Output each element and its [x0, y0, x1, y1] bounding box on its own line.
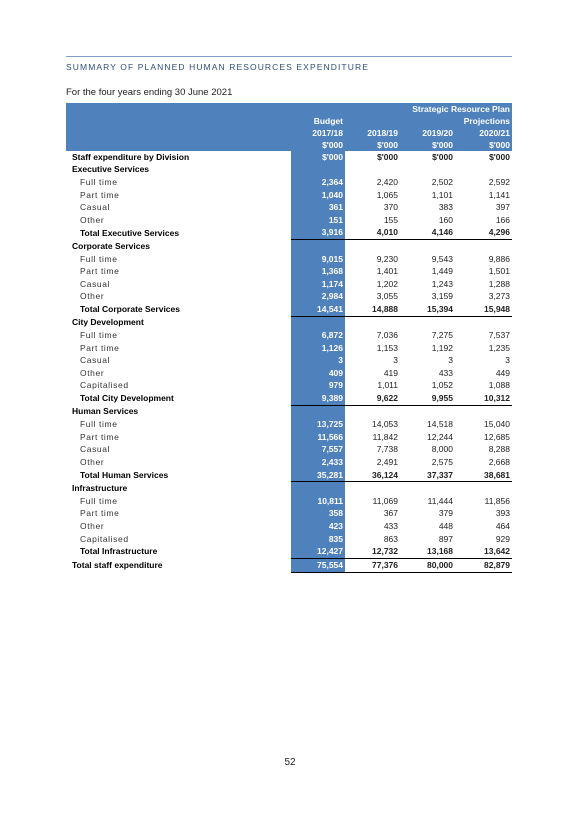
line-item-row-label: Full time	[80, 495, 118, 506]
projection-cell	[345, 164, 400, 177]
projection-cell: 3,055	[376, 291, 398, 302]
projection-cell: 2,420	[376, 176, 398, 187]
section-total-row-label: Total Infrastructure	[80, 546, 158, 557]
header-unit: $'000	[291, 139, 345, 151]
projection-cell: 2,592	[488, 176, 510, 187]
projection-cell: 9,230	[376, 253, 398, 264]
projection-cell: 449	[495, 367, 510, 378]
projection-cell: 8,000	[431, 444, 453, 455]
units-cell: $'000	[291, 151, 345, 164]
budget-cell: 9,015	[291, 253, 345, 266]
header-year: 2019/20	[400, 127, 455, 139]
projection-cell: 383	[438, 202, 453, 213]
units-cell: $'000	[489, 151, 510, 162]
section-heading-row-label: Corporate Services	[72, 240, 150, 251]
projection-cell	[345, 482, 400, 495]
section-total-row	[66, 303, 512, 316]
projection-cell: 4,296	[455, 227, 512, 240]
budget-cell	[291, 405, 345, 418]
units-row-label: Staff expenditure by Division	[72, 151, 190, 162]
header-row-years	[66, 127, 512, 139]
section-total-row-label: Total Corporate Services	[80, 304, 180, 315]
section-heading-row	[66, 164, 512, 177]
projection-cell: 9,886	[488, 253, 510, 264]
projection-cell: 9,622	[345, 392, 400, 405]
document-title: SUMMARY OF PLANNED HUMAN RESOURCES EXPENDITURE	[66, 56, 512, 76]
projection-cell: 448	[438, 521, 453, 532]
line-item-row-label: Part time	[80, 508, 120, 519]
units-cell: $'000	[432, 151, 453, 162]
projection-cell: 419	[383, 367, 398, 378]
budget-cell: 358	[291, 508, 345, 521]
projection-cell: 3	[505, 355, 510, 366]
projection-cell: 2,502	[431, 176, 453, 187]
budget-cell	[291, 482, 345, 495]
line-item-row-label: Full time	[80, 176, 118, 187]
projection-cell: 4,010	[345, 227, 400, 240]
budget-cell: 409	[291, 367, 345, 380]
section-heading-row	[66, 405, 512, 418]
header-year: 2020/21	[455, 127, 512, 139]
units-cell: $'000	[377, 151, 398, 162]
budget-cell: 13,725	[291, 418, 345, 431]
grand-total-row	[66, 559, 512, 573]
projection-cell: 1,101	[431, 189, 453, 200]
header-blank	[66, 115, 291, 127]
projection-cell	[455, 482, 512, 495]
projection-cell: 1,288	[488, 278, 510, 289]
section-total-row-label: Total Human Services	[80, 469, 169, 480]
budget-cell: 3,916	[291, 227, 345, 240]
projection-cell: 1,449	[431, 266, 453, 277]
projection-cell: 2,575	[431, 457, 453, 468]
projection-cell: 38,681	[455, 469, 512, 482]
section-heading-row-label: City Development	[72, 317, 144, 328]
projection-cell: 9,955	[400, 392, 455, 405]
header-row-units	[66, 139, 512, 151]
line-item-row	[66, 329, 512, 342]
section-total-row	[66, 227, 512, 240]
budget-cell: 1,174	[291, 278, 345, 291]
line-item-row	[66, 367, 512, 380]
projection-cell: 15,040	[484, 419, 510, 430]
projection-cell: 367	[383, 508, 398, 519]
section-heading-row-label: Human Services	[72, 406, 139, 417]
projection-cell	[455, 240, 512, 253]
section-heading-row-label: Infrastructure	[72, 482, 128, 493]
line-item-row	[66, 265, 512, 278]
projection-cell: 10,312	[455, 392, 512, 405]
projection-cell: 1,141	[488, 189, 510, 200]
projection-cell: 11,842	[372, 431, 398, 442]
line-item-row-label: Casual	[80, 202, 111, 213]
line-item-row-label: Other	[80, 367, 105, 378]
projection-cell: 7,036	[376, 330, 398, 341]
projection-cell: 7,275	[431, 330, 453, 341]
budget-cell: 361	[291, 201, 345, 214]
projection-cell: 7,537	[488, 330, 510, 341]
projection-cell: 1,401	[376, 266, 398, 277]
projection-cell: 393	[495, 508, 510, 519]
header-unit: $'000	[455, 139, 512, 151]
hr-expenditure-table	[66, 103, 512, 573]
line-item-row	[66, 189, 512, 202]
budget-cell: 10,811	[291, 495, 345, 508]
budget-cell: 75,554	[291, 559, 345, 573]
projection-cell: 3,159	[431, 291, 453, 302]
line-item-row	[66, 431, 512, 444]
projection-cell	[345, 316, 400, 329]
line-item-row-label: Part time	[80, 431, 120, 442]
section-total-row	[66, 469, 512, 482]
budget-cell: 2,433	[291, 456, 345, 469]
budget-cell: 14,541	[291, 303, 345, 316]
header-blank	[66, 127, 291, 139]
projection-cell: 1,235	[488, 342, 510, 353]
projection-cell: 1,202	[376, 278, 398, 289]
line-item-row	[66, 342, 512, 355]
header-unit: $'000	[345, 139, 400, 151]
budget-cell: 12,427	[291, 545, 345, 558]
projection-cell: 13,642	[455, 545, 512, 558]
header-blank	[66, 139, 291, 151]
header-year: 2018/19	[345, 127, 400, 139]
header-budget-label: Budget	[291, 115, 345, 127]
projection-cell: 1,153	[376, 342, 398, 353]
projection-cell: 80,000	[400, 559, 455, 573]
line-item-row-label: Other	[80, 291, 105, 302]
projection-cell: 433	[438, 367, 453, 378]
projection-cell: 2,491	[376, 457, 398, 468]
line-item-row	[66, 253, 512, 266]
page-number: 52	[284, 757, 296, 768]
line-item-row-label: Part time	[80, 266, 120, 277]
budget-cell	[291, 164, 345, 177]
projection-cell	[345, 405, 400, 418]
line-item-row-label: Other	[80, 521, 105, 532]
budget-cell	[291, 240, 345, 253]
line-item-row-label: Full time	[80, 419, 118, 430]
projection-cell	[400, 405, 455, 418]
projection-cell	[455, 316, 512, 329]
projection-cell: 1,052	[431, 380, 453, 391]
units-row	[66, 151, 512, 164]
projection-cell: 12,244	[427, 431, 453, 442]
projection-cell: 379	[438, 508, 453, 519]
budget-cell: 151	[291, 214, 345, 227]
section-total-row-label: Total Executive Services	[80, 227, 180, 238]
projection-cell: 433	[383, 521, 398, 532]
projection-cell: 3	[393, 355, 398, 366]
budget-cell: 979	[291, 380, 345, 393]
projection-cell: 14,053	[372, 419, 398, 430]
grand-total-row-label: Total staff expenditure	[72, 559, 163, 570]
projection-cell: 2,668	[488, 457, 510, 468]
line-item-row	[66, 495, 512, 508]
projection-cell: 166	[495, 214, 510, 225]
projection-cell: 1,088	[488, 380, 510, 391]
projection-cell: 14,518	[427, 419, 453, 430]
header-blank	[66, 103, 291, 115]
header-year: 2017/18	[291, 127, 345, 139]
projection-cell: 12,685	[484, 431, 510, 442]
budget-cell: 6,872	[291, 329, 345, 342]
header-blank	[291, 103, 345, 115]
projection-cell: 1,011	[377, 380, 398, 391]
line-item-row-label: Capitalised	[80, 380, 129, 391]
line-item-row-label: Other	[80, 214, 105, 225]
projection-cell	[400, 482, 455, 495]
budget-cell: 1,368	[291, 265, 345, 278]
budget-cell: 11,566	[291, 431, 345, 444]
section-heading-row	[66, 240, 512, 253]
budget-cell: 835	[291, 533, 345, 546]
projection-cell: 36,124	[345, 469, 400, 482]
document-subtitle: For the four years ending 30 June 2021	[66, 87, 233, 98]
line-item-row	[66, 278, 512, 291]
projection-cell: 3	[448, 355, 453, 366]
line-item-row-label: Other	[80, 457, 105, 468]
budget-cell: 1,040	[291, 189, 345, 202]
budget-cell: 2,984	[291, 291, 345, 304]
budget-cell: 35,281	[291, 469, 345, 482]
header-projections-label: Projections	[345, 115, 512, 127]
budget-cell: 3	[291, 355, 345, 368]
line-item-row	[66, 520, 512, 533]
projection-cell: 7,738	[376, 444, 398, 455]
line-item-row-label: Capitalised	[80, 533, 129, 544]
budget-cell: 7,557	[291, 444, 345, 457]
projection-cell: 370	[383, 202, 398, 213]
projection-cell	[400, 164, 455, 177]
budget-cell: 1,126	[291, 342, 345, 355]
projection-cell: 160	[438, 214, 453, 225]
budget-cell: 423	[291, 520, 345, 533]
line-item-row	[66, 418, 512, 431]
line-item-row	[66, 456, 512, 469]
line-item-row	[66, 291, 512, 304]
section-heading-row-label: Executive Services	[72, 164, 150, 175]
projection-cell: 13,168	[400, 545, 455, 558]
line-item-row	[66, 176, 512, 189]
projection-cell: 1,192	[431, 342, 453, 353]
projection-cell: 1,243	[431, 278, 453, 289]
line-item-row	[66, 380, 512, 393]
line-item-row-label: Part time	[80, 189, 120, 200]
projection-cell: 11,856	[484, 495, 510, 506]
line-item-row	[66, 355, 512, 368]
projection-cell: 1,501	[488, 266, 510, 277]
projection-cell	[455, 164, 512, 177]
header-row-srp	[66, 103, 512, 115]
header-srp-label: Strategic Resource Plan	[345, 103, 512, 115]
projection-cell	[345, 240, 400, 253]
projection-cell	[400, 240, 455, 253]
projection-cell: 3,273	[488, 291, 510, 302]
projection-cell: 15,394	[400, 303, 455, 316]
line-item-row-label: Casual	[80, 278, 111, 289]
projection-cell: 14,888	[345, 303, 400, 316]
projection-cell: 9,543	[431, 253, 453, 264]
section-total-row	[66, 392, 512, 405]
section-total-row-label: Total City Development	[80, 393, 174, 404]
projection-cell	[400, 316, 455, 329]
budget-cell: 2,364	[291, 176, 345, 189]
line-item-row	[66, 533, 512, 546]
projection-cell: 11,444	[427, 495, 453, 506]
projection-cell: 8,288	[488, 444, 510, 455]
line-item-row-label: Part time	[80, 342, 120, 353]
projection-cell: 4,146	[400, 227, 455, 240]
line-item-row	[66, 201, 512, 214]
line-item-row-label: Full time	[80, 330, 118, 341]
projection-cell	[455, 405, 512, 418]
projection-cell: 77,376	[345, 559, 400, 573]
line-item-row	[66, 444, 512, 457]
line-item-row-label: Casual	[80, 355, 111, 366]
header-row-budget	[66, 115, 512, 127]
projection-cell: 82,879	[455, 559, 512, 573]
projection-cell: 464	[495, 521, 510, 532]
projection-cell: 11,069	[372, 495, 398, 506]
section-heading-row	[66, 316, 512, 329]
projection-cell: 12,732	[345, 545, 400, 558]
projection-cell: 863	[383, 533, 398, 544]
budget-cell	[291, 316, 345, 329]
budget-cell: 9,389	[291, 392, 345, 405]
projection-cell: 897	[438, 533, 453, 544]
line-item-row-label: Casual	[80, 444, 111, 455]
header-unit: $'000	[400, 139, 455, 151]
projection-cell: 1,065	[376, 189, 398, 200]
projection-cell: 929	[495, 533, 510, 544]
projection-cell: 37,337	[400, 469, 455, 482]
line-item-row-label: Full time	[80, 253, 118, 264]
section-total-row	[66, 545, 512, 558]
projection-cell: 15,948	[455, 303, 512, 316]
line-item-row	[66, 214, 512, 227]
projection-cell: 397	[495, 202, 510, 213]
line-item-row	[66, 508, 512, 521]
section-heading-row	[66, 482, 512, 495]
projection-cell: 155	[383, 214, 398, 225]
